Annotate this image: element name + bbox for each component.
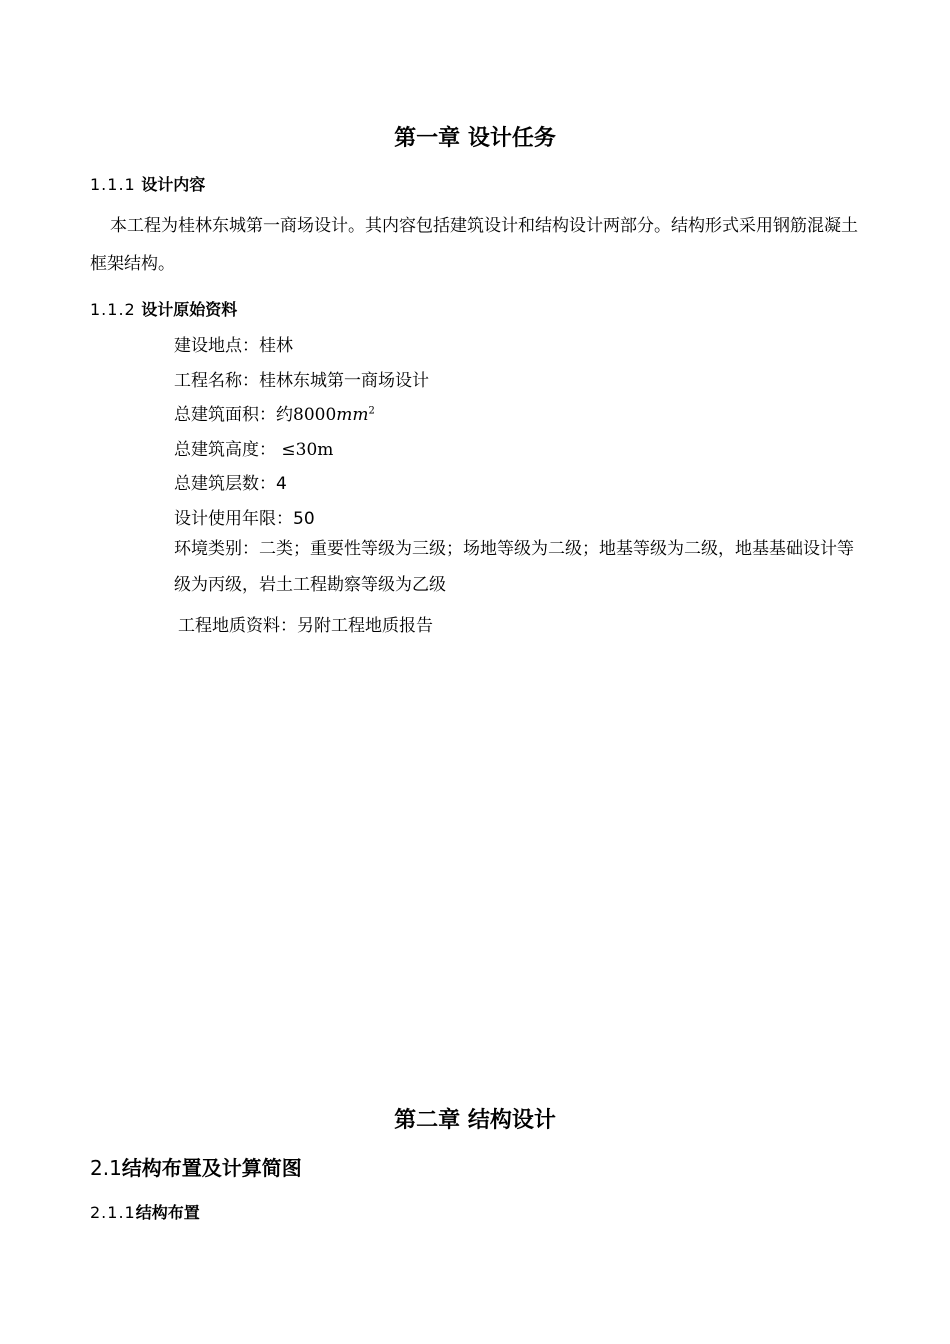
section-1-1-1-heading xyxy=(90,172,205,195)
height-label: 总建筑高度： xyxy=(174,440,276,460)
section-title: 设计内容 xyxy=(141,175,206,194)
section-number: 1.1.2 xyxy=(90,300,136,319)
item-total-floors xyxy=(174,469,287,494)
area-label: 总建筑面积：约 xyxy=(174,405,293,425)
section-number: 1.1.1 xyxy=(90,175,136,194)
area-unit: mm xyxy=(336,405,369,425)
height-value: ≤30m xyxy=(281,440,334,460)
chapter-1-title: 第一章 设计任务 xyxy=(394,126,556,151)
section-number: 2.1.1 xyxy=(90,1203,136,1222)
section-number: 2.1 xyxy=(90,1156,122,1180)
life-label: 设计使用年限： xyxy=(174,509,293,529)
section-title: 设计原始资料 xyxy=(141,300,238,319)
item-environment: 环境类别：二类；重要性等级为三级；场地等级为二级；地基等级为二级，地基基础设计等级为丙级，岩土工程勘察等级为乙级 xyxy=(174,539,854,595)
section-title: 结构布置 xyxy=(135,1203,200,1222)
area-value: 8000 xyxy=(293,405,337,425)
item-location: 建设地点：桂林 xyxy=(174,336,293,356)
floors-label: 总建筑层数： xyxy=(174,474,276,494)
item-project-name: 工程名称：桂林东城第一商场设计 xyxy=(174,371,429,391)
area-exponent: 2 xyxy=(368,405,375,417)
item-geology: 工程地质资料：另附工程地质报告 xyxy=(178,616,433,636)
item-total-height xyxy=(174,435,333,460)
item-total-area xyxy=(174,400,375,425)
section-1-1-2-heading xyxy=(90,297,237,320)
section-1-1-1-body: 本工程为桂林东城第一商场设计。其内容包括建筑设计和结构设计两部分。结构形式采用钢筋混凝土框架结构。 xyxy=(90,216,858,274)
section-2-1-1-heading xyxy=(90,1200,200,1223)
section-title: 结构布置及计算简图 xyxy=(121,1156,302,1180)
section-2-1-heading xyxy=(90,1152,302,1181)
chapter-2-title: 第二章 结构设计 xyxy=(394,1108,556,1133)
item-design-life xyxy=(174,504,315,529)
life-value: 50 xyxy=(293,509,315,529)
floors-value: 4 xyxy=(276,474,287,494)
